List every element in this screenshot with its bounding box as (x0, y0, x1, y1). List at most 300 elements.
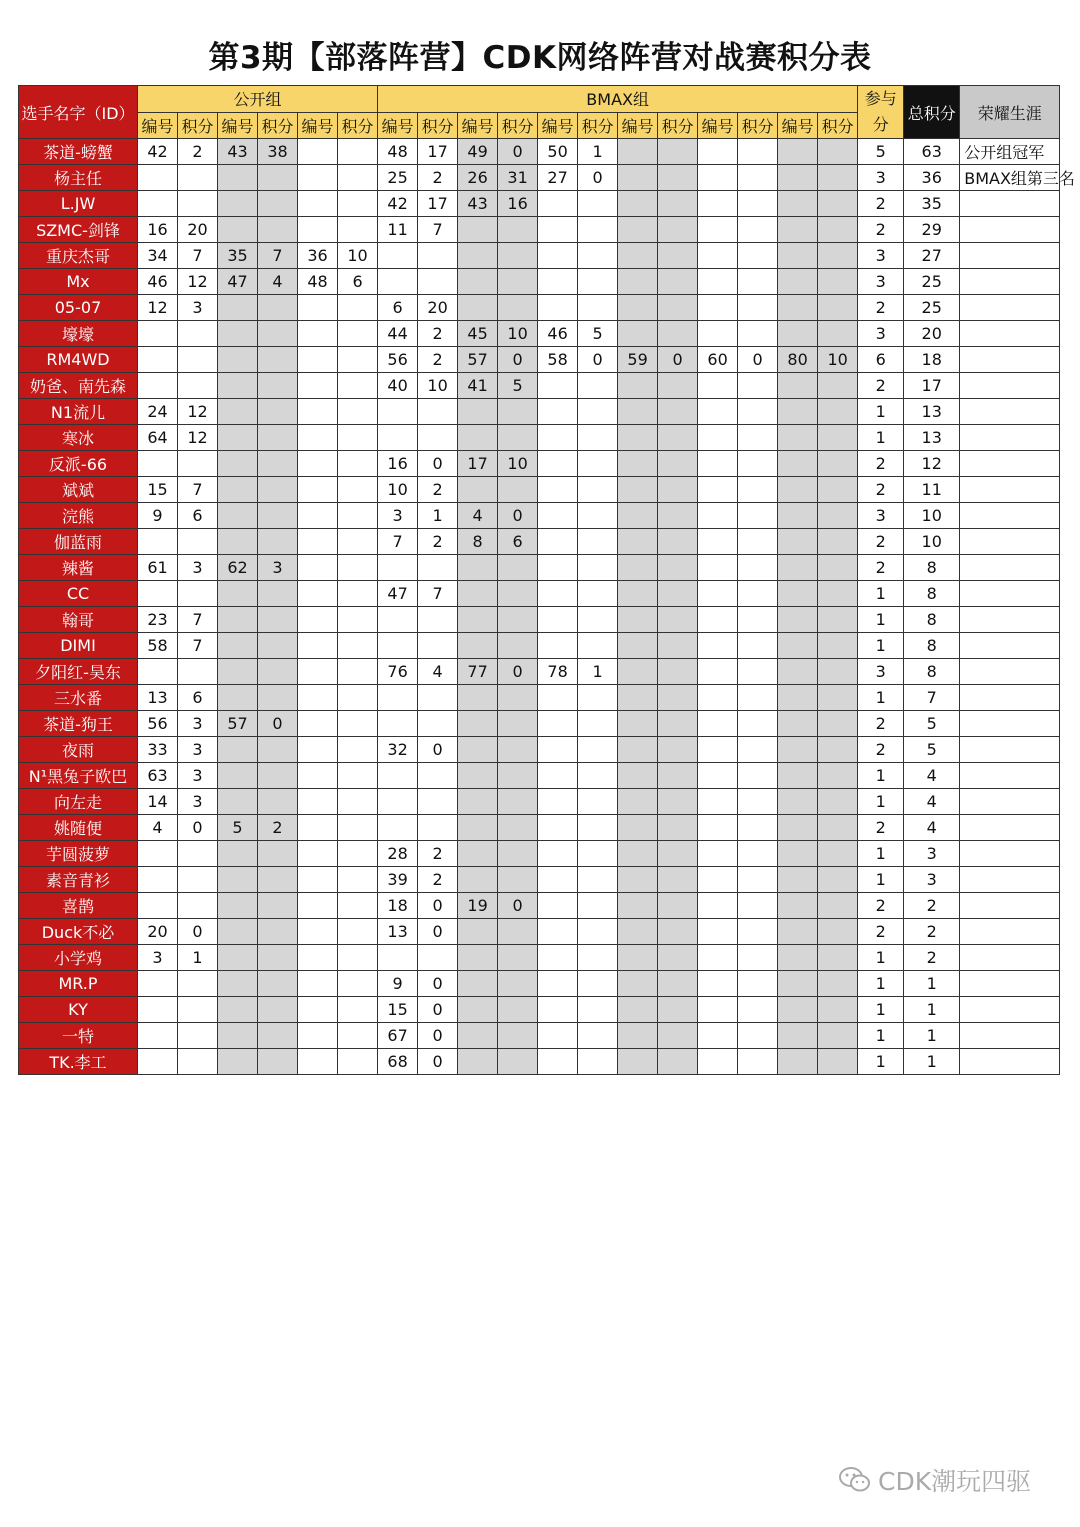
table-row (19, 399, 1060, 425)
entry-number-cell (138, 347, 178, 373)
entry-number-cell: 12 (138, 295, 178, 321)
entry-number-cell (538, 919, 578, 945)
entry-number-cell (458, 399, 498, 425)
entry-number-cell (778, 529, 818, 555)
table-row (19, 529, 1060, 555)
player-name: 姚随便 (19, 815, 138, 841)
entry-score-cell (818, 555, 858, 581)
entry-number-cell (218, 685, 258, 711)
entry-score-cell: 7 (418, 581, 458, 607)
entry-number-cell (698, 737, 738, 763)
entry-number-cell (218, 763, 258, 789)
entry-number-cell: 50 (538, 139, 578, 165)
entry-number-cell (778, 425, 818, 451)
entry-score-cell (658, 581, 698, 607)
entry-score-cell (818, 711, 858, 737)
entry-number-cell (218, 789, 258, 815)
entry-number-cell (218, 581, 258, 607)
entry-score-cell (818, 789, 858, 815)
entry-number-cell (298, 347, 338, 373)
entry-score-cell (258, 165, 298, 191)
entry-score-cell (498, 1023, 538, 1049)
entry-number-cell (458, 269, 498, 295)
entry-score-cell (258, 477, 298, 503)
entry-number-cell (778, 503, 818, 529)
entry-number-cell: 8 (458, 529, 498, 555)
entry-number-cell (538, 607, 578, 633)
entry-score-cell (818, 893, 858, 919)
entry-score-cell: 10 (418, 373, 458, 399)
entry-score-cell (658, 451, 698, 477)
entry-score-cell (258, 763, 298, 789)
entry-score-cell (418, 945, 458, 971)
entry-number-cell (298, 139, 338, 165)
entry-score-cell (738, 867, 778, 893)
entry-score-cell (338, 425, 378, 451)
entry-number-cell (778, 763, 818, 789)
player-name: 向左走 (19, 789, 138, 815)
entry-number-cell (538, 399, 578, 425)
entry-score-cell (418, 685, 458, 711)
entry-score-cell (258, 347, 298, 373)
entry-score-cell (498, 1049, 538, 1075)
player-name: 05-07 (19, 295, 138, 321)
entry-score-cell: 12 (178, 269, 218, 295)
entry-number-cell: 63 (138, 763, 178, 789)
participate-score: 2 (858, 451, 904, 477)
table-row (19, 893, 1060, 919)
participate-score: 2 (858, 919, 904, 945)
entry-score-cell (338, 711, 378, 737)
entry-number-cell (618, 737, 658, 763)
entry-number-cell (698, 373, 738, 399)
entry-score-cell (258, 737, 298, 763)
total-score: 25 (904, 269, 960, 295)
entry-score-cell: 0 (418, 1049, 458, 1075)
entry-number-cell: 6 (378, 295, 418, 321)
honor-cell (960, 815, 1060, 841)
entry-score-cell: 16 (498, 191, 538, 217)
entry-number-cell (138, 451, 178, 477)
entry-number-cell (298, 763, 338, 789)
entry-score-cell: 3 (178, 737, 218, 763)
entry-score-cell (258, 607, 298, 633)
entry-number-cell (618, 685, 658, 711)
honor-cell (960, 867, 1060, 893)
entry-score-cell (578, 867, 618, 893)
entry-score-cell: 0 (738, 347, 778, 373)
entry-score-cell (498, 997, 538, 1023)
header-number: 编号 (298, 112, 338, 139)
entry-score-cell (818, 399, 858, 425)
entry-score-cell: 31 (498, 165, 538, 191)
entry-score-cell (498, 555, 538, 581)
entry-score-cell (178, 581, 218, 607)
entry-number-cell: 46 (538, 321, 578, 347)
entry-number-cell (218, 997, 258, 1023)
entry-score-cell (178, 373, 218, 399)
entry-number-cell (458, 919, 498, 945)
honor-cell (960, 295, 1060, 321)
entry-number-cell (698, 789, 738, 815)
participate-score: 2 (858, 815, 904, 841)
entry-score-cell: 0 (498, 347, 538, 373)
entry-number-cell (778, 841, 818, 867)
entry-score-cell (338, 555, 378, 581)
entry-number-cell (618, 269, 658, 295)
honor-cell (960, 893, 1060, 919)
total-score: 2 (904, 893, 960, 919)
entry-number-cell: 25 (378, 165, 418, 191)
entry-number-cell (378, 425, 418, 451)
entry-number-cell (618, 607, 658, 633)
entry-number-cell (778, 633, 818, 659)
header-number: 编号 (138, 112, 178, 139)
entry-score-cell: 17 (418, 139, 458, 165)
entry-number-cell (378, 633, 418, 659)
entry-score-cell: 6 (498, 529, 538, 555)
entry-score-cell (818, 477, 858, 503)
entry-number-cell (698, 425, 738, 451)
entry-number-cell: 39 (378, 867, 418, 893)
entry-score-cell (338, 893, 378, 919)
entry-score-cell: 1 (418, 503, 458, 529)
entry-score-cell (658, 971, 698, 997)
entry-number-cell: 45 (458, 321, 498, 347)
entry-score-cell (818, 503, 858, 529)
entry-number-cell: 68 (378, 1049, 418, 1075)
entry-number-cell: 62 (218, 555, 258, 581)
entry-number-cell (138, 659, 178, 685)
entry-score-cell (258, 217, 298, 243)
entry-score-cell: 0 (498, 659, 538, 685)
entry-number-cell: 11 (378, 217, 418, 243)
honor-cell (960, 841, 1060, 867)
entry-score-cell (498, 217, 538, 243)
entry-score-cell (258, 451, 298, 477)
entry-number-cell: 35 (218, 243, 258, 269)
total-score: 8 (904, 633, 960, 659)
entry-number-cell: 33 (138, 737, 178, 763)
table-row (19, 919, 1060, 945)
entry-score-cell (738, 451, 778, 477)
entry-score-cell (258, 919, 298, 945)
participate-score: 1 (858, 607, 904, 633)
entry-number-cell (458, 1023, 498, 1049)
entry-score-cell: 5 (578, 321, 618, 347)
entry-number-cell: 42 (138, 139, 178, 165)
entry-number-cell (778, 659, 818, 685)
honor-cell (960, 477, 1060, 503)
table-row (19, 139, 1060, 165)
entry-number-cell (218, 841, 258, 867)
table-row (19, 451, 1060, 477)
entry-score-cell (338, 139, 378, 165)
entry-number-cell (618, 477, 658, 503)
entry-score-cell (658, 139, 698, 165)
participate-score: 3 (858, 321, 904, 347)
entry-score-cell: 2 (178, 139, 218, 165)
entry-score-cell: 0 (498, 503, 538, 529)
entry-score-cell (418, 763, 458, 789)
entry-number-cell (618, 971, 658, 997)
entry-number-cell (618, 243, 658, 269)
entry-score-cell: 2 (258, 815, 298, 841)
entry-score-cell (818, 685, 858, 711)
entry-number-cell: 47 (378, 581, 418, 607)
entry-score-cell (578, 503, 618, 529)
entry-number-cell (618, 165, 658, 191)
player-name: N¹黑兔子欧巴 (19, 763, 138, 789)
entry-number-cell (538, 841, 578, 867)
entry-score-cell (498, 425, 538, 451)
entry-score-cell (418, 711, 458, 737)
entry-score-cell (658, 477, 698, 503)
entry-score-cell (338, 685, 378, 711)
entry-score-cell (738, 633, 778, 659)
player-name: 夜雨 (19, 737, 138, 763)
entry-number-cell: 57 (458, 347, 498, 373)
entry-number-cell (778, 581, 818, 607)
entry-number-cell (458, 789, 498, 815)
entry-number-cell (618, 841, 658, 867)
entry-score-cell (338, 841, 378, 867)
entry-score-cell (178, 841, 218, 867)
entry-number-cell (778, 607, 818, 633)
total-score: 10 (904, 529, 960, 555)
entry-number-cell: 44 (378, 321, 418, 347)
total-score: 8 (904, 555, 960, 581)
total-score: 5 (904, 711, 960, 737)
entry-score-cell (578, 477, 618, 503)
entry-number-cell (458, 425, 498, 451)
entry-score-cell (418, 399, 458, 425)
total-score: 8 (904, 607, 960, 633)
player-name: 素音青衫 (19, 867, 138, 893)
entry-number-cell (218, 503, 258, 529)
entry-number-cell (298, 399, 338, 425)
table-row (19, 659, 1060, 685)
honor-cell (960, 607, 1060, 633)
entry-number-cell (218, 347, 258, 373)
entry-score-cell (658, 737, 698, 763)
entry-score-cell (818, 425, 858, 451)
total-score: 13 (904, 399, 960, 425)
entry-number-cell: 42 (378, 191, 418, 217)
entry-score-cell: 0 (578, 347, 618, 373)
entry-score-cell (498, 581, 538, 607)
player-name: L.JW (19, 191, 138, 217)
entry-number-cell (618, 815, 658, 841)
entry-score-cell (658, 997, 698, 1023)
entry-score-cell (498, 269, 538, 295)
entry-number-cell (538, 451, 578, 477)
entry-number-cell (778, 867, 818, 893)
entry-number-cell (618, 217, 658, 243)
entry-score-cell (258, 425, 298, 451)
entry-number-cell (378, 711, 418, 737)
honor-cell (960, 347, 1060, 373)
entry-number-cell (618, 399, 658, 425)
entry-score-cell (738, 945, 778, 971)
table-row (19, 1049, 1060, 1075)
entry-score-cell (738, 191, 778, 217)
entry-score-cell (338, 659, 378, 685)
participate-score: 5 (858, 139, 904, 165)
entry-score-cell (498, 711, 538, 737)
participate-score: 3 (858, 243, 904, 269)
entry-number-cell (618, 295, 658, 321)
entry-number-cell (218, 373, 258, 399)
entry-number-cell (298, 555, 338, 581)
entry-score-cell (658, 321, 698, 347)
entry-score-cell (578, 815, 618, 841)
table-row (19, 737, 1060, 763)
total-score: 29 (904, 217, 960, 243)
entry-number-cell (618, 919, 658, 945)
entry-number-cell (378, 685, 418, 711)
entry-score-cell (578, 789, 618, 815)
entry-score-cell (818, 321, 858, 347)
honor-cell: 公开组冠军 (960, 139, 1060, 165)
table-row (19, 997, 1060, 1023)
entry-number-cell: 46 (138, 269, 178, 295)
entry-number-cell (218, 477, 258, 503)
total-score: 2 (904, 919, 960, 945)
player-name: 反派-66 (19, 451, 138, 477)
player-name: 壕壕 (19, 321, 138, 347)
participate-score: 1 (858, 789, 904, 815)
entry-score-cell (658, 295, 698, 321)
entry-number-cell: 34 (138, 243, 178, 269)
entry-score-cell (738, 477, 778, 503)
entry-number-cell (618, 1023, 658, 1049)
entry-number-cell (698, 841, 738, 867)
entry-number-cell: 47 (218, 269, 258, 295)
total-score: 35 (904, 191, 960, 217)
entry-number-cell (138, 997, 178, 1023)
entry-number-cell (618, 789, 658, 815)
honor-cell: BMAX组第三名 (960, 165, 1060, 191)
entry-number-cell (618, 997, 658, 1023)
entry-score-cell (658, 503, 698, 529)
participate-score: 1 (858, 997, 904, 1023)
entry-number-cell (138, 841, 178, 867)
entry-number-cell (698, 633, 738, 659)
player-name: 茶道-狗王 (19, 711, 138, 737)
entry-score-cell (498, 867, 538, 893)
player-name: 三水番 (19, 685, 138, 711)
total-score: 3 (904, 867, 960, 893)
entry-score-cell (658, 1049, 698, 1075)
entry-score-cell (258, 997, 298, 1023)
entry-score-cell (578, 893, 618, 919)
entry-score-cell (738, 841, 778, 867)
entry-score-cell: 12 (178, 425, 218, 451)
entry-score-cell (738, 737, 778, 763)
honor-cell (960, 919, 1060, 945)
entry-number-cell (698, 893, 738, 919)
participate-score: 1 (858, 581, 904, 607)
entry-number-cell (538, 763, 578, 789)
entry-score-cell (738, 971, 778, 997)
entry-score-cell (178, 529, 218, 555)
header-score: 积分 (338, 112, 378, 139)
entry-number-cell: 43 (218, 139, 258, 165)
entry-number-cell: 13 (138, 685, 178, 711)
honor-cell (960, 633, 1060, 659)
entry-score-cell: 10 (818, 347, 858, 373)
entry-number-cell (698, 269, 738, 295)
participate-score: 1 (858, 867, 904, 893)
entry-score-cell: 3 (258, 555, 298, 581)
entry-score-cell (178, 971, 218, 997)
entry-score-cell (578, 399, 618, 425)
header-score: 积分 (658, 112, 698, 139)
participate-score: 2 (858, 555, 904, 581)
header-honor: 荣耀生涯 (960, 86, 1060, 139)
table-row (19, 477, 1060, 503)
participate-score: 2 (858, 893, 904, 919)
entry-score-cell (578, 217, 618, 243)
total-score: 5 (904, 737, 960, 763)
entry-number-cell (218, 607, 258, 633)
entry-number-cell (218, 451, 258, 477)
entry-score-cell (578, 945, 618, 971)
entry-score-cell: 17 (418, 191, 458, 217)
entry-score-cell (738, 165, 778, 191)
entry-number-cell (298, 815, 338, 841)
entry-score-cell (818, 1049, 858, 1075)
table-row (19, 373, 1060, 399)
entry-number-cell (458, 711, 498, 737)
table-body (19, 139, 1075, 1075)
entry-number-cell: 64 (138, 425, 178, 451)
entry-number-cell (618, 711, 658, 737)
entry-number-cell (138, 1049, 178, 1075)
entry-score-cell (338, 945, 378, 971)
entry-score-cell (738, 425, 778, 451)
entry-number-cell (458, 841, 498, 867)
entry-number-cell (378, 555, 418, 581)
entry-number-cell (538, 867, 578, 893)
entry-number-cell: 61 (138, 555, 178, 581)
entry-number-cell (298, 893, 338, 919)
entry-score-cell (658, 763, 698, 789)
entry-score-cell (658, 633, 698, 659)
player-name: 一特 (19, 1023, 138, 1049)
entry-score-cell: 0 (178, 919, 218, 945)
entry-score-cell (498, 243, 538, 269)
entry-score-cell (658, 1023, 698, 1049)
honor-cell (960, 945, 1060, 971)
entry-score-cell: 7 (418, 217, 458, 243)
entry-score-cell: 10 (498, 451, 538, 477)
entry-score-cell: 0 (418, 971, 458, 997)
participate-score: 2 (858, 737, 904, 763)
entry-number-cell (778, 555, 818, 581)
entry-score-cell (258, 945, 298, 971)
honor-cell (960, 451, 1060, 477)
entry-score-cell (258, 191, 298, 217)
entry-number-cell (538, 971, 578, 997)
entry-number-cell (378, 815, 418, 841)
player-name: 浣熊 (19, 503, 138, 529)
entry-score-cell (818, 451, 858, 477)
entry-score-cell (418, 269, 458, 295)
entry-number-cell: 41 (458, 373, 498, 399)
player-name: 夕阳红-昊东 (19, 659, 138, 685)
